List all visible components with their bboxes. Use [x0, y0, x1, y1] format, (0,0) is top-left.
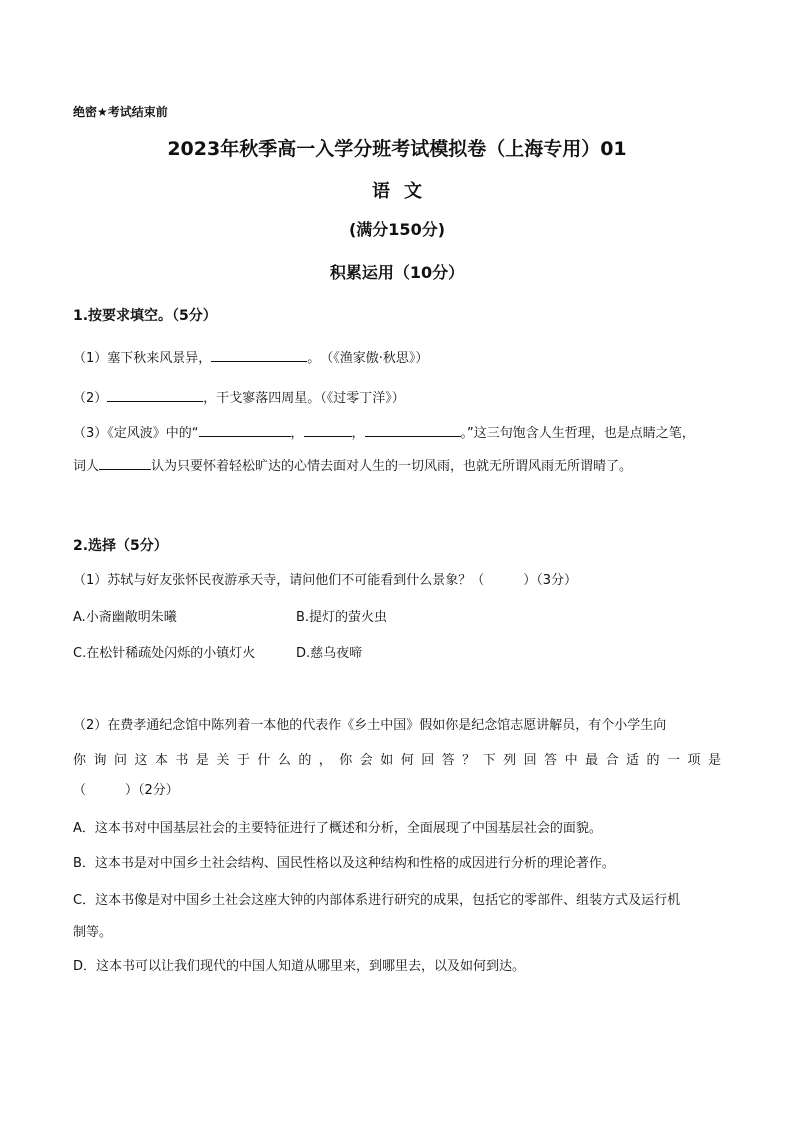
q1-item-2: [73, 387, 405, 406]
q1-item-1-prefix: （1）塞下秋来风景异，: [73, 351, 212, 366]
section-title: 积累运用（10分）: [329, 263, 465, 282]
q1-item-3-prefix: （3）《定风波》中的“: [73, 426, 199, 441]
q1-item-1-suffix: 。 （《渔家傲·秋思》）: [307, 351, 429, 366]
q2-sub2-option-c-line2[interactable]: 制等。: [73, 925, 113, 940]
q2-sub1-option-c[interactable]: C.在松针稀疏处闪烁的小镇灯火: [73, 646, 256, 661]
q1-item-3-continued: [73, 455, 632, 474]
comma: ，: [290, 426, 304, 441]
q2-heading: 2.选择（5分）: [73, 538, 168, 554]
q1-item-3-cont-suffix: 认为只要怀着轻松旷达的心情去面对人生的一切风雨，也就无所谓风雨无所谓晴了。: [151, 459, 633, 474]
q1-item-3-suffix: 。”这三句饱含人生哲理，也是点睛之笔，: [460, 426, 695, 441]
q1-item-3: [73, 422, 695, 441]
comma: ，: [351, 426, 365, 441]
q2-sub2-question-line3: （ ）（2分）: [73, 783, 179, 798]
answer-blank[interactable]: [99, 456, 151, 470]
q2-sub2-option-a[interactable]: A．这本书对中国基层社会的主要特征进行了概述和分析，全面展现了中国基层社会的面貌。: [73, 821, 602, 836]
page-title: 2023年秋季高一入学分班考试模拟卷（上海专用）01: [167, 138, 627, 160]
total-score: (满分150分): [348, 220, 446, 239]
q1-heading: 1.按要求填空。（5分）: [73, 308, 217, 324]
q2-sub2-question-line1: （2）在费孝通纪念馆中陈列着一本他的代表作《乡土中国》假如你是纪念馆志愿讲解员，有个小学生向: [73, 718, 667, 733]
q2-sub1-option-b[interactable]: B.提灯的萤火虫: [296, 610, 388, 625]
answer-blank[interactable]: [304, 423, 352, 437]
answer-blank[interactable]: [365, 423, 461, 437]
answer-blank[interactable]: [199, 423, 291, 437]
q1-item-3-cont-prefix: 词人: [73, 459, 100, 474]
q2-sub2-option-b[interactable]: B．这本书是对中国乡土社会结构、国民性格以及这种结构和性格的成因进行分析的理论著作。: [73, 856, 615, 871]
subject-title: 语文: [372, 181, 436, 202]
confidential-label: 绝密★考试结束前: [73, 105, 168, 119]
q2-sub1-question: （1）苏轼与好友张怀民夜游承天寺，请问他们不可能看到什么景象？（ ）（3分）: [73, 573, 578, 588]
q1-item-1: [73, 347, 428, 366]
answer-blank[interactable]: [211, 348, 307, 362]
q2-sub2-question-line2: 你询问这本书是关于什么的，你会如何回答？下列回答中最合适的一项是: [73, 753, 721, 768]
q2-sub1-option-a[interactable]: A.小斋幽敞明朱曦: [73, 610, 177, 625]
q2-sub2-option-d[interactable]: D．这本书可以让我们现代的中国人知道从哪里来，到哪里去，以及如何到达。: [73, 959, 526, 974]
q1-item-2-suffix: ，干戈寥落四周星。（《过零丁洋》）: [203, 391, 405, 406]
q1-item-2-prefix: （2）: [73, 391, 108, 406]
q2-sub2-option-c-line1[interactable]: C．这本书像是对中国乡土社会这座大钟的内部体系进行研究的成果，包括它的零部件、组装方式及运行机: [73, 893, 681, 908]
q2-sub1-option-d[interactable]: D.慈乌夜啼: [296, 646, 363, 661]
answer-blank[interactable]: [107, 388, 203, 402]
